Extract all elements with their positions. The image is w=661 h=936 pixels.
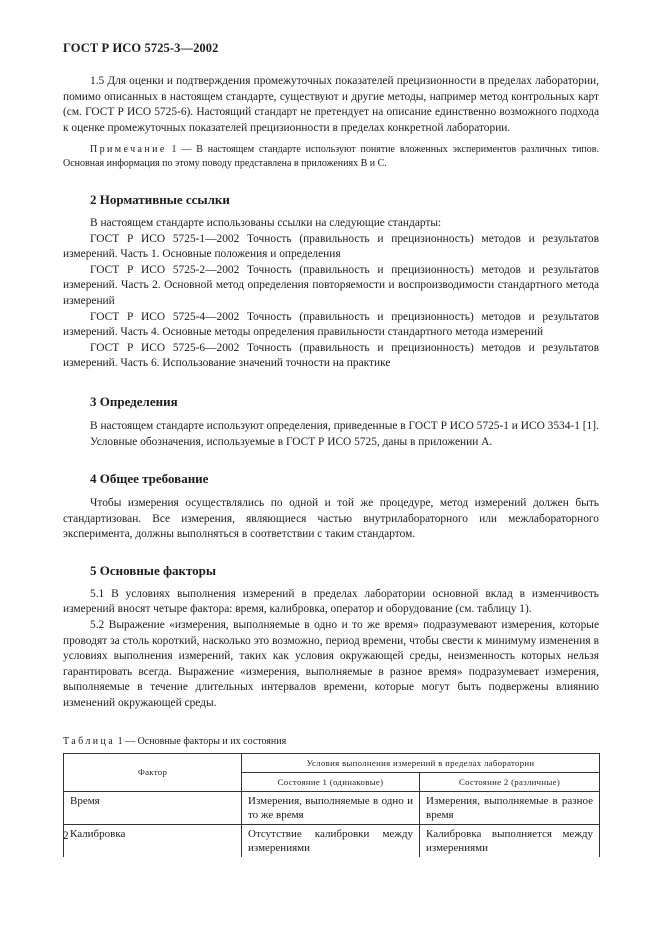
table-caption <box>63 736 599 747</box>
state-1-cell: Отсутствие калибровки между измерениями <box>242 824 420 857</box>
section-2-heading: 2 Нормативные ссылки <box>90 191 230 207</box>
state-2-cell: Калибровка выполняется между измерениями <box>420 824 600 857</box>
paragraph-1-5: 1.5 Для оценки и подтверждения промежуточных показателей прецизионности в пределах лаборатории, помимо описанных в настоящем стандарте, существуют и другие методы, например метод контрольных карт (см. ГОСТ Р ИСО 5725-6). Настоящий стандарт не претендует на описание единственно возможного подхода к оценке промежуточных показателей прецизионности в пределах конкретной лаборатории. <box>63 75 599 134</box>
section-5-heading: 5 Основные факторы <box>90 562 217 578</box>
section-5-paragraph-2: 5.2 Выражение «измерения, выполняемые в одно и то же время» подразумевают измерения, которые проводят за столь короткий, насколько это возможно, период времени, чтобы свести к минимуму изменения в условиях выполнения измерений, таких как условия окружающей среды, неизменность которых нельзя гарантировать всегда. Выражение «измерения, выполняемые в разное время» подразумевает измерения, выполняемые в течение длительных интервалов времени, которые могут быть подвержены влиянию изменений окружающей среды. <box>63 619 599 710</box>
section-3-paragraph-2: Условные обозначения, используемые в ГОСТ Р ИСО 5725, даны в приложении А. <box>90 435 493 448</box>
note-1 <box>63 143 599 171</box>
page-number: 2 <box>63 830 69 842</box>
header-factor: Фактор <box>64 753 242 791</box>
note-text: 1 — В настоящем стандарте используют понятие вложенных экспериментов различных типов. Основная информация по этому поводу представлена в приложениях В и С. <box>63 144 599 170</box>
section-4-paragraph: Чтобы измерения осуществлялись по одной и той же процедуре, метод измерений должен быть стандартизован. Все измерения, являющиеся частью внутрилабораторного или межлабораторного эксперимента, должны выполняться в соответствии с таким стандартом. <box>63 497 599 541</box>
section-4-heading: 4 Общее требование <box>90 471 209 487</box>
header-state-1: Состояние 1 (одинаковые) <box>242 772 420 791</box>
state-1-cell: Измерения, выполняемые в одно и то же время <box>242 791 420 824</box>
page-content <box>63 74 599 857</box>
factor-cell: Время <box>64 791 242 824</box>
table-caption-text: 1 — Основные факторы и их состояния <box>115 735 287 747</box>
section-3-heading: 3 Определения <box>90 393 178 409</box>
reference-item: ГОСТ Р ИСО 5725-6—2002 Точность (правильность и прецизионность) методов и результатов измерений. Часть 6. Использование значений точности на практике <box>63 341 599 370</box>
factor-cell: Калибровка <box>64 824 242 857</box>
table-header-row <box>64 753 600 772</box>
section-3-paragraph-1: В настоящем стандарте используют определения, приведенные в ГОСТ Р ИСО 5725-1 и ИСО 3534-1 [1]. <box>90 419 599 432</box>
header-state-2: Состояние 2 (различные) <box>420 772 600 791</box>
table-row <box>64 824 600 857</box>
reference-item: ГОСТ Р ИСО 5725-1—2002 Точность (правильность и прецизионность) методов и результатов измерений. Часть 1. Основные положения и определения <box>63 232 599 261</box>
reference-item: ГОСТ Р ИСО 5725-2—2002 Точность (правильность и прецизионность) методов и результатов измерений. Часть 2. Основной метод определения повторяемости и воспроизводимости стандартного метода измерений <box>63 263 599 307</box>
header-conditions: Условия выполнения измерений в пределах лаборатории <box>242 753 600 772</box>
section-2-intro: В настоящем стандарте использованы ссылки на следующие стандарты: <box>90 216 442 229</box>
note-label: Примечание <box>90 144 167 156</box>
table-caption-label: Таблица <box>63 735 116 747</box>
factors-table <box>63 753 600 857</box>
section-5-paragraph-1: 5.1 В условиях выполнения измерений в пределах лаборатории основной вклад в изменчивость измерений вносят четыре фактора: время, калибровка, оператор и оборудование (см. таблицу 1). <box>63 587 599 616</box>
reference-item: ГОСТ Р ИСО 5725-4—2002 Точность (правильность и прецизионность) методов и результатов измерений. Часть 4. Основные методы определения правильности стандартного метода измерений <box>63 310 599 339</box>
state-2-cell: Измерения, выполняемые в разное время <box>420 791 600 824</box>
document-header: ГОСТ Р ИСО 5725-3—2002 <box>63 41 219 55</box>
table-row <box>64 791 600 824</box>
